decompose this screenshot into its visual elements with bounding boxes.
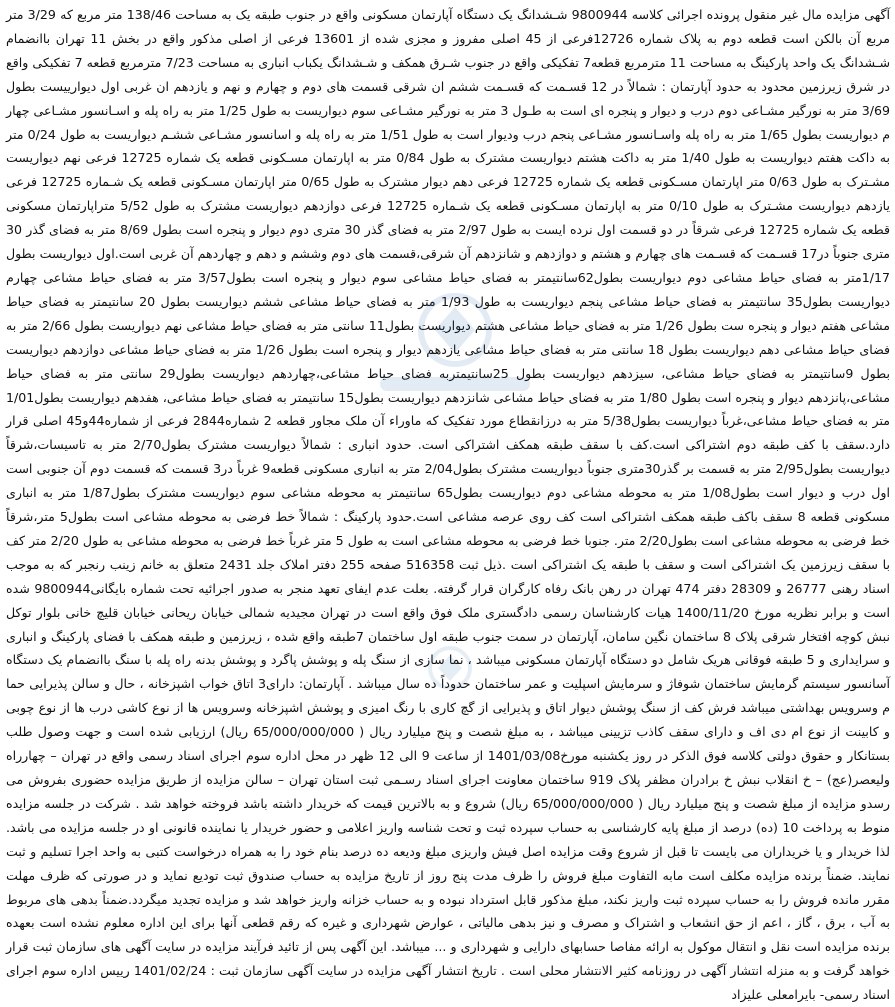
auction-notice-body: آگهی مزایده مال غیر منقول پرونده اجرائی کلاسه 9800944 شـشدانگ یک دستگاه آپارتمان مسکونی واقع در جنوب طبقه یک به مساحت 138/46 متر مربع که 3/29 متر مربع آن بالکن است قطعه دوم به پلاک شماره 12726فرعی از 45 اصلی مفروز و مجزی شده از 13601 فرعی از اصلی مذکور واقع در بخش 11 تهران باانضمام شـشدانگ یک واحد پارکینگ به مساحت 11 مترمربع قطعه7 تفکیکی واقع در جنوب شـرق همکف و شـشدانگ یکباب انباری به مساحت 7/23 مترمربع قطعه 7 تفکیکی واقع در شرق زیرزمین محدود به حدود آپارتمان : شمالاً در 12 قسـمت که قسـمت ششم ان شرقی قسمت های دوم و چهارم و نهم و یازدهم ان غربی اول دیوارییست بطول 3/69 متر به نورگیر مشـاعی دوم درب و دیوار و پنجره ای است به طـول 3 متر به نورگیر مشـاعی سوم دیواریست به طول 1/25 متر به راه پله و اسـانسور مشـاعی چهار م دیواریست بطول 1/65 متر به راه پله واسـانسور مشـاعی پنجم درب ودیوار است به طول 1/51 متر به راه پله و اسانسور مشـاعی ششـم دیواریست به طول 0/24 متر به داکت هفتم دیواریست به طول 1/40 متر به داکت هشتم دیواریست مشترک به طول 0/84 متر به اپارتمان مسـکونی قطعه یک شماره 12725 فرعی نهم دیواریست مشـترک به طول 0/63 متر اپارتمان مسـکونی قطعه یک شماره 12725 فرعی دهم دیوار مشترک به طول 0/65 متر اپارتمان مسـکونی قطعه یک شـماره 12725 فرعی یازدهم دیواریست مشـترک به طول 0/10 متر به اپارتمان مسـکونی قطعه یک شـماره 12725 فرعی دوازدهم دیواریست مشترک به طول 5/52 متراپارتمان مسکونی قطعه یک شماره 12725 فرعی شرقاً در دو قسمت اول نرده ایست به طول 2/97 متر به فضای گذر 30 متری دوم دیوار و پنجره است بطول 8/69 متر به فضای گذر 30 متری جنوباً در17 قسـمت که قسـمت های چهارم و هشتم و دوازدهم و شانزدهم آن شرقی،قسمت های دوم وششم و دهم و چهاردهم آن غربی است.اول دیواریست بطول 1/17متر به فضای حیاط مشاعی دوم دیواریست بطول62سانتیمتر به فضای حیاط مشاعی سوم دیوار و پنجره است بطول3/57 متر به فضای حیاط مشاعی چهارم دیواریست بطول35 سانتیمتر به فضای حیاط مشاعی پنجم دیواریست به طول 1/93 متر به فضای حیاط مشاعی ششم دیواریست بطول 20 سانتیمتر به فضای حیاط مشاعی هفتم دیوار و پنجره ست بطول 1/26 متر به فضای حیاط مشاعی هشتم دیواریست بطول11 سانتی متر به فضای حیاط مشاعی نهم دیواریست بطول 2/66 متر به فضای حیاط مشاعی دهم دیواریست بطول 18 سانتی متر به فضای حیاط مشاعی یازدهم دیوار و پنجره است بطول 1/26 متر به فضای حیاط مشاعی دوازدهم دیواریست بطول 9سانتیمتر به فضای حیاط مشاعی، سیزدهم دیواریست بطول 25سانتیمتربه فضای حیاط مشاعی،چهاردهم دیواریست بطول29 سانتی متر به فضای حیاط مشاعی،پانزدهم دیوار و پنجره است بطول 1/80 متر به فضای حیاط مشاعی شانزدهم دیواریست بطول15 سانتیمتر به فضای حیاط مشاعی، هفدهم دیواریست بطول1/01 متر به فضای حیاط مشاعی،غرباً دیواریست بطول5/38 متر به درزانقطاع مورد تفکیک که ماوراء آن ملک مجاور قطعه 2 شماره2844 فرعی از شماره44و45 اصلی قرار دارد.سقف با کف طبقه دوم اشتراکی است.کف با سقف طبقه همکف اشتراکی است. حدود انباری : شمالاً دیواریست مشترک بطول2/70 متر به تاسیسات،شرقاً دیواریست بطول2/95 متر به قسمت بر گذر30متری جنوباً دیواریست مشترک بطول2/04 متر به انباری مسکونی قطعه9 غرباً در3 قسمت که قسمت دوم آن جنوبی است اول درب و دیوار است بطول1/08 متر به محوطه مشاعی دوم دیواریست بطول65 سانتیمتر به محوطه مشاعی سوم دیواریست مشترک بطول1/87 متر به انباری مسکونی قطعه 8 سقف باکف طبقه همکف اشتراکی است کف روی عرصه مشاعی است.حدود پارکینگ : شمالاً خط فرضی به محوطه مشاعی است بطول5 متر،شرقاً خط فرضی به محوطه مشاعی است بطول2/20 متر. جنوبا خط فرضی به محوطه مشاعی است به طول 5 متر غرباً خط فرضی به محوطه مشاعی به طول 2/20 متر کف با سقف زیرزمین یک اشتراکی است و سقف با طبقه یک اشتراکی است .ذیل ثبت 516358 صفحه 255 دفتر املاک جلد 2431 متعلق به خانم زینب رنجبر که به موجب اسناد رهنی 26777 و 28309 دفتر 474 تهران در رهن بانک رفاه کارگران قرار گرفته. بعلت عدم ایفای تعهد منجر به صدور اجرائیه تحت شماره بایگانی9800944 شده است و برابر نظریه مورخ 1400/11/20 هیات کارشناسان رسمی دادگستری ملک فوق واقع است در تهران مجیدیه شمالی خیابان ریحانی خیابان قلیچ خانی بلوار توکل نبش کوچه افتخار شرقی پلاک 8 ساختمان نگین سامان، آپارتمان در سمت جنوب طبقه اول ساختمان 7طبقه واقع شده ، زیرزمین و طبقه همکف با فضای پارکینگ و انباری و سرایداری و 5 طبقه فوقانی هریک شامل دو دستگاه آپارتمان مسکونی میباشد ، نما سازی از سنگ پله و پوشش پاگرد و پوشش بدنه راه پله با سنگ باانضمام یک دستگاه آسانسور سیستم گرمایش ساختمان شوفاژ و سرمایش اسپلیت و عمر ساختمان حدوداً ده سال میباشد . آپارتمان: دارای3 اتاق خواب اشپزخانه ، حال و سالن پذیرایی حما م وسرویس بهداشتی میباشد فرش کف از سنگ پوشش دیوار اتاق و پذیرایی از گچ کاری با رنگ امیزی و پوشش اشپزخانه وسرویس ها از نوع کاشی درب ها از نوع چوبی و کابینت از نوع ام دی اف و دارای سقف کاذب تزیینی میباشد ، به مبلغ شصت و پنج میلیارد ریال ( 65/000/000/000 ریال) ارزیابی شده است و جهت وصول طلب بستانکار و حقوق دولتی کلاسه فوق الذکر در روز یکشنبه مورخ1401/03/08 از ساعت 9 الی 12 ظهر در محل اداره سوم اجرای اسناد رسمی واقع در تهران – چهارراه ولیعصر(عج) – خ انقلاب نبش خ برادران مظفر پلاک 919 ساختمان معاونت اجرای اسناد رسـمی ثبت استان تهران – سالن مزایده از طریق مزایده حضوری بفروش می رسدو مزایده از مبلغ شصت و پنج میلیارد ریال ( 65/000/000/000 ریال) شروع و به بالاترین قیمت که خریدار داشته باشد فروخته خواهد شد . شرکت در جلسه مزایده منوط به پرداخت 10 (ده) درصد از مبلغ پایه کارشناسی به حساب سپرده ثبت و تحت شناسه واریز اعلامی و حضور خریدار یا نماینده قانونی او در جلسه مزایده می باشد. لذا خریدار و یا خریداران می بایست تا قبل از شروع وقت مزایده اصل فیش واریزی مبلغ ودیعه ده درصد بنام خود را به همراه درخواست کتبی به واحد اجرا تسلیم و ثبت نمایند. ضمناً برنده مزایده مکلف است مابه التفاوت مبلغ فروش را ظرف مدت پنج روز از تاریخ مزایده به حساب صندوق ثبت تودیع نماید و در صورتی که ظرف مهلت مقرر مانده فروش را به حساب سپرده ثبت واریز نکند، مبلغ مذکور قابل استرداد نبوده و به حساب خزانه واریز خواهد شد و مزایده تجدید میگردد.ضمناً بدهی های مربوط به آب ، برق ، گاز ، اعم از حق انشعاب و اشتراک و مصرف و نیز بدهی مالیاتی ، عوارض شهرداری و غیره که رقم قطعی آنها برای این اداره معلوم نشده است بعهده برنده مزایده است نقل و انتقال موکول به ارائه مفاصا حسابهای دارایی و شهرداری و ... میباشد. این آگهی پس از تائید فرآیند مزایده در سایت آگهی های سازمان ثبت قرار خواهد گرفت و به منزله انتشار آگهی در روزنامه کثیر الانتشار محلی است . تاریخ انتشار آگهی مزایده در سایت آگهی سازمان ثبت : 1401/02/24 رییس اداره سوم اجرای اسناد رسمی- بایرامعلی علیزاد xyxy=(6,7,891,1003)
